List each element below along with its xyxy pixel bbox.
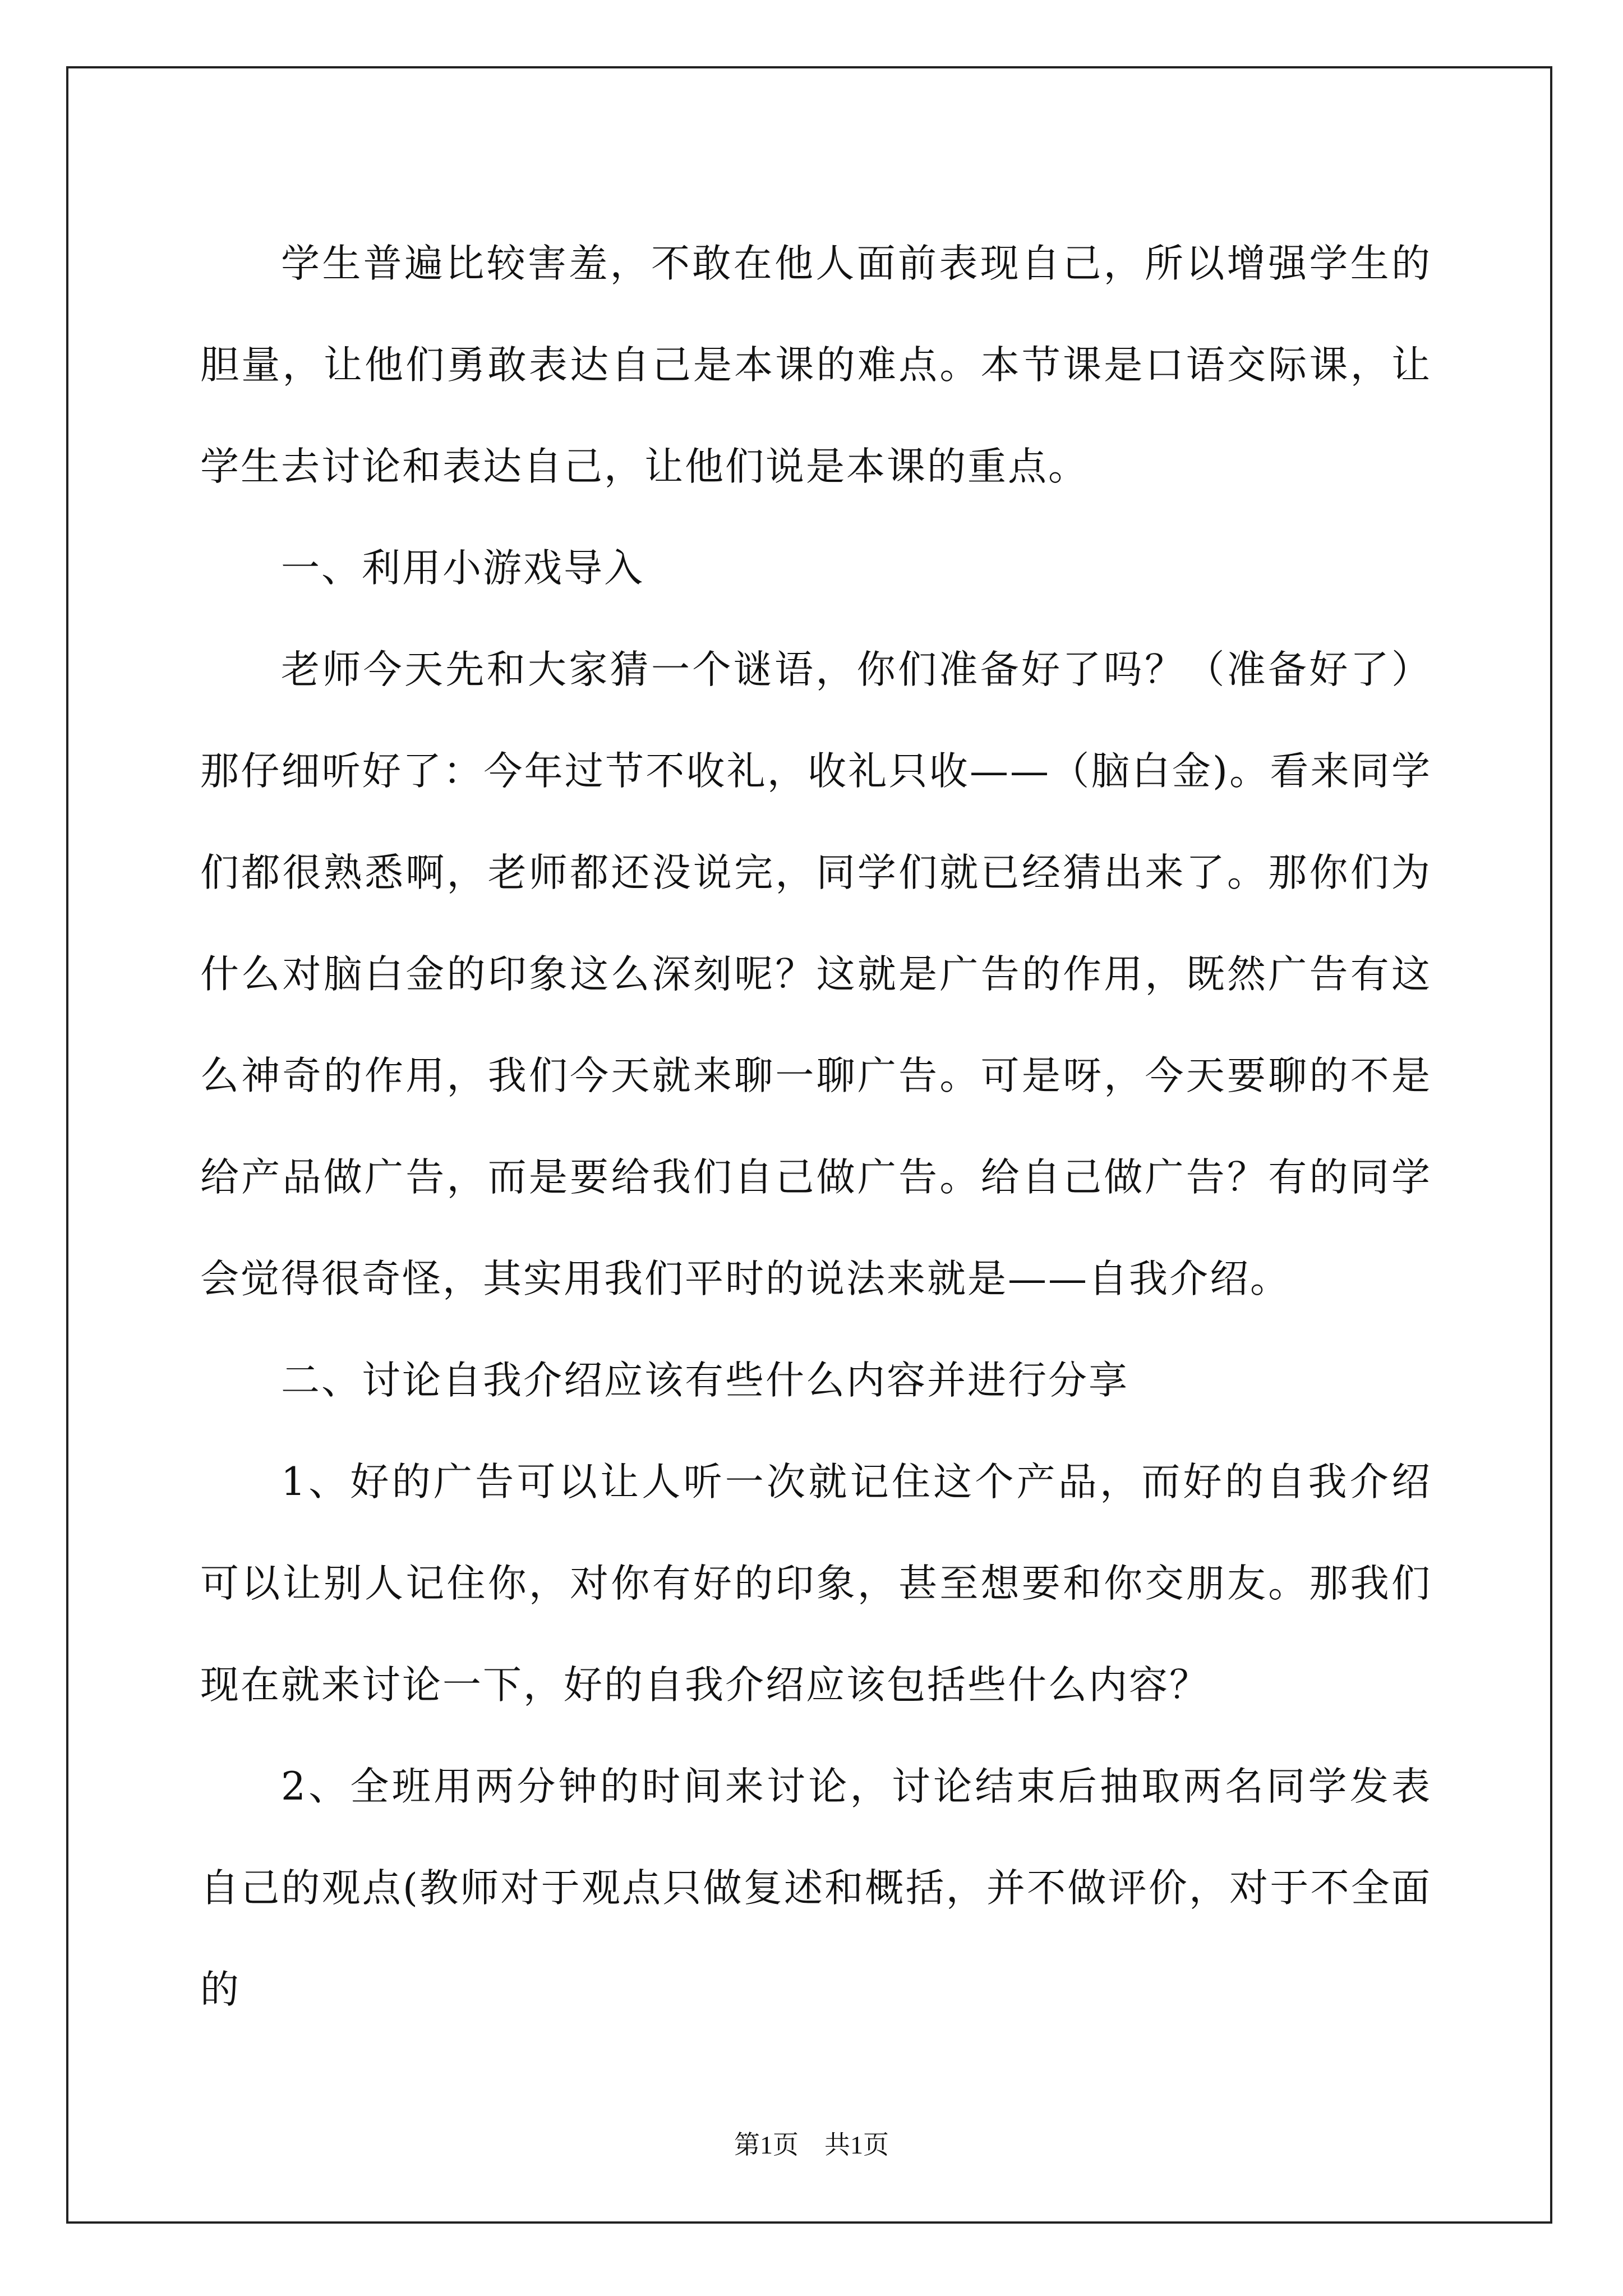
document-body [200,213,1432,2041]
paragraph-riddle-intro: 老师今天先和大家猜一个谜语，你们准备好了吗？（准备好了）那仔细听好了：今年过节不收礼，收礼只收——（脑白金)。看来同学们都很熟悉啊，老师都还没说完，同学们就已经猜出来了。那你们为什么对脑白金的印象这么深刻呢？这就是广告的作用，既然广告有这么神奇的作用，我们今天就来聊一聊广告。可是呀，今天要聊的不是给产品做广告，而是要给我们自己做广告。给自己做广告？有的同学会觉得很奇怪，其实用我们平时的说法来就是——自我介绍。 [200,647,1432,1301]
paragraph-step-2: 2、全班用两分钟的时间来讨论，讨论结束后抽取两名同学发表自己的观点(教师对于观点只做复述和概括，并不做评价，对于不全面的 [200,1764,1432,2012]
paragraph-difficulty: 学生普遍比较害羞，不敢在他人面前表现自己，所以增强学生的胆量，让他们勇敢表达自己是本课的难点。本节课是口语交际课，让学生去讨论和表达自己，让他们说是本课的重点。 [200,241,1432,489]
page-footer: 第1页 共1页 [734,2131,889,2159]
paragraph-step-1: 1、好的广告可以让人听一次就记住这个产品，而好的自我介绍可以让别人记住你，对你有好的印象，甚至想要和你交朋友。那我们现在就来讨论一下，好的自我介绍应该包括些什么内容？ [200,1460,1432,1708]
heading-section-2: 二、讨论自我介绍应该有些什么内容并进行分享 [281,1358,1129,1403]
heading-section-1: 一、利用小游戏导入 [281,546,644,591]
